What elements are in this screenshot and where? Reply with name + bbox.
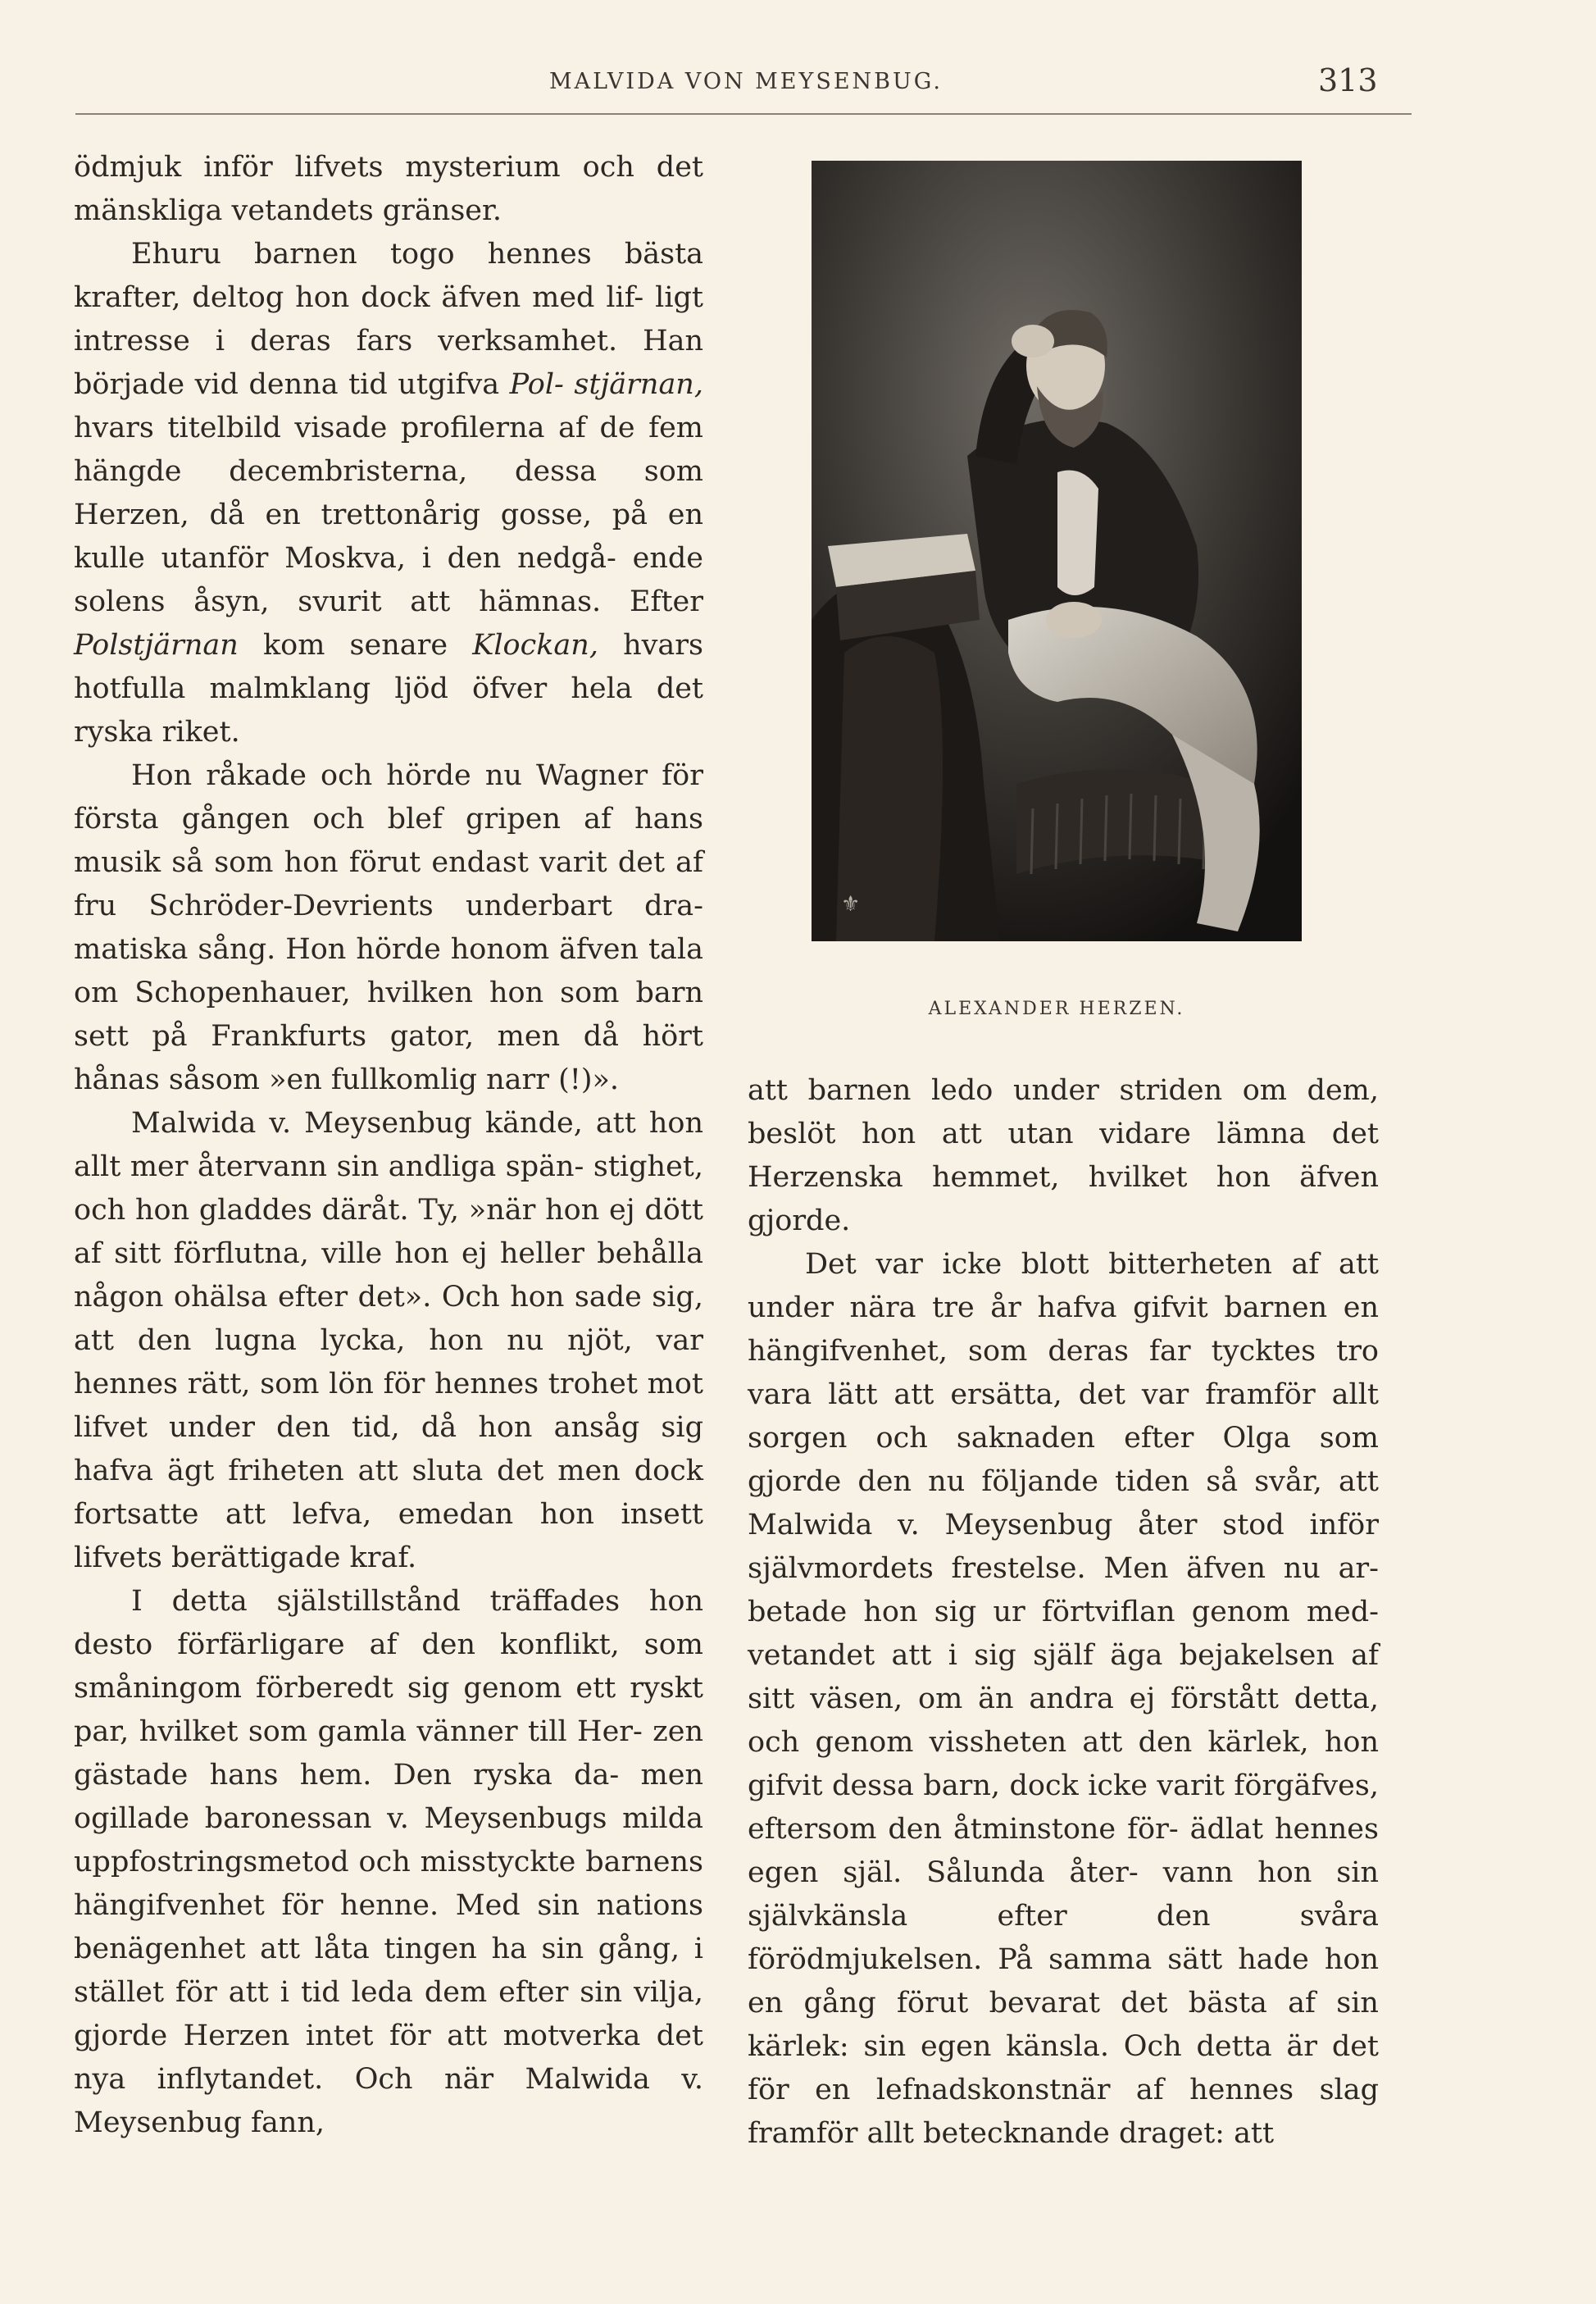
text-line: för att motverka det nya inflytandet. [74, 2019, 703, 2096]
text-line: sin kärlek: sin egen känsla. Och detta [748, 1987, 1379, 2063]
text-line: sin nations benägenhet att låta tingen [74, 1889, 703, 1965]
text-line: att barnen ledo under striden om dem, [748, 1074, 1379, 1107]
text-line: Malwida v. Meysenbug åter stod inför [748, 1509, 1379, 1541]
text-line: slag framför allt betecknande draget: att [748, 2074, 1379, 2150]
italic-title: Pol- [509, 368, 564, 401]
text-line: I detta själstillstånd träffades hon [131, 1585, 703, 1618]
text-line: betade hon sig ur förtviflan genom med- [748, 1596, 1379, 1628]
text-line: ligt intresse i deras fars verksamhet. [74, 281, 703, 357]
text-line: musik så som hon förut endast varit det [74, 846, 666, 879]
text-line: zen gästade hans hem. Den ryska da- [74, 1715, 703, 1792]
text-line: milda uppfostringsmetod och misstyckte [74, 1802, 703, 1878]
text-line: hon ej dött af sitt förflutna, ville hon ej [74, 1194, 703, 1270]
text-line: af de fem hängde decembristerna, dessa [74, 412, 703, 488]
text-line: ha sin gång, i stället för att i tid leda [74, 1933, 703, 2009]
text-line: Hon råkade och hörde nu Wagner [131, 759, 648, 792]
left-column [74, 146, 703, 2145]
italic-title: stjärnan, [574, 368, 703, 401]
text-line: är det för en lefnadskonstnär af hennes [748, 2030, 1379, 2106]
paragraph [74, 754, 703, 1102]
text-line: hon gifvit dessa barn, dock icke varit [748, 1726, 1379, 1802]
running-header-title: MALVIDA VON MEYSENBUG. [549, 69, 943, 94]
text-line: af fru Schröder-Devrients underbart dra- [74, 846, 703, 922]
text-line: sorgen och saknaden efter Olga som [748, 1422, 1379, 1455]
text-line: Han började vid denna tid utgifva [74, 325, 703, 401]
text-line: gjorde. [748, 1204, 851, 1237]
text-line: ädlat hennes egen själ. Sålunda åter- [748, 1813, 1379, 1889]
text-line: tala om Schopenhauer, hvilken hon som [74, 933, 703, 1009]
text-line: dem efter sin vilja, gjorde Herzen intet [74, 1976, 703, 2052]
text-line: Och när Malwida v. Meysenbug fann, [74, 2063, 703, 2139]
portrait-photograph [812, 161, 1302, 941]
paragraph [74, 233, 703, 754]
paragraph-continued [74, 146, 703, 233]
text-line: mänskliga vetandets gränser. [74, 194, 502, 227]
text-line: vara lätt att ersätta, det var framför allt [748, 1378, 1379, 1411]
text-line: för hennes trohet mot lifvet under den [74, 1368, 703, 1444]
right-column [748, 1069, 1379, 2156]
text-line: som Herzen, då en trettonårig gosse, på [74, 455, 703, 531]
italic-title: Klockan, [472, 629, 598, 662]
text-line: emedan hon insett lifvets berättigade kraf. [74, 1498, 703, 1574]
text-line: hvars titelbild visade profilerna [74, 412, 545, 444]
text-line: det ryska riket. [74, 672, 703, 749]
text-line: vetandet att i sig själf äga bejakelsen af [748, 1639, 1379, 1672]
text-line: Herzenska hemmet, hvilket hon äfven [748, 1161, 1379, 1194]
italic-title: Polstjärnan [74, 629, 239, 662]
text-line: förgäfves, eftersom den åtminstone för- [748, 1769, 1379, 1846]
text-line: Det var icke blott bitterheten af att [805, 1248, 1379, 1281]
text-line: tid, då hon ansåg sig hafva ägt friheten [74, 1411, 703, 1487]
header-rule [75, 113, 1412, 115]
paragraph [748, 1243, 1379, 2156]
text-line: beslöt hon att utan vidare lämna det [748, 1118, 1379, 1150]
text-line: hon en gång förut bevarat det bästa af [748, 1943, 1379, 2019]
portrait-illustration [812, 161, 1302, 941]
text-line: att sluta det men dock fortsatte att lefva, [74, 1455, 703, 1531]
text-line: hvars hotfulla malmklang ljöd öfver hela [74, 629, 703, 705]
text-line: matiska sång. Hon hörde honom äfven [74, 933, 639, 966]
text-line: och genom vissheten att den kärlek, [748, 1726, 1309, 1759]
text-line: Och hon sade sig, att den lugna lycka, [74, 1281, 703, 1357]
text-line: krafter, deltog hon dock äfven med lif- [74, 281, 644, 314]
text-line: för första gången och blef gripen af hans [74, 759, 703, 836]
text-line: sitt väsen, om än andra ej förstått detta, [748, 1682, 1379, 1715]
text-line: ödmjuk inför lifvets mysterium och det [74, 151, 703, 184]
text-line: kom senare [262, 629, 448, 662]
text-line: hängifvenhet, som deras far tycktes tro [748, 1335, 1379, 1368]
text-line: men ogillade baronessan v. Meysenbugs [74, 1759, 703, 1835]
text-line: vann hon sin självkänsla efter den svåra [748, 1856, 1379, 1933]
text-line: desto förfärligare af den konflikt, som [74, 1628, 703, 1661]
text-line: hört hånas såsom »en fullkomlig narr (!)». [74, 1020, 703, 1096]
paragraph [74, 1580, 703, 2145]
text-line: barn sett på Frankfurts gator, men då [74, 977, 703, 1053]
text-line: Ehuru barnen togo hennes bästa [131, 238, 703, 271]
text-line: förödmjukelsen. På samma sätt hade [748, 1943, 1309, 1976]
text-line: barnens hängifvenhet för henne. Med [74, 1846, 703, 1922]
text-line: Malwida v. Meysenbug kände, att [131, 1107, 636, 1140]
text-line: ende solens åsyn, svurit att hämnas. [74, 542, 703, 618]
text-line: en kulle utanför Moskva, i den nedgå- [74, 499, 703, 575]
text-line: självmordets frestelse. Men äfven nu ar- [748, 1552, 1379, 1585]
svg-text:⚜: ⚜ [841, 892, 861, 917]
text-line: par, hvilket som gamla vänner till Her- [74, 1715, 643, 1748]
text-line: Efter [629, 585, 703, 618]
text-line: hon allt mer återvann sin andliga spän- [74, 1107, 703, 1183]
text-line: gjorde den nu följande tiden så svår, att [748, 1465, 1379, 1498]
text-line: hon nu njöt, var hennes rätt, som lön [74, 1324, 703, 1400]
text-line: heller behålla någon ohälsa efter det». [74, 1237, 703, 1314]
page-number: 313 [1318, 62, 1378, 98]
figure-caption: ALEXANDER HERZEN. [928, 999, 1185, 1019]
text-line: stighet, och hon gladdes däråt. Ty, »när [74, 1150, 703, 1227]
paragraph [74, 1102, 703, 1580]
text-line: under nära tre år hafva gifvit barnen en [748, 1291, 1379, 1324]
paragraph-continued [748, 1069, 1379, 1243]
text-line: småningom förberedt sig genom ett ryskt [74, 1672, 703, 1705]
